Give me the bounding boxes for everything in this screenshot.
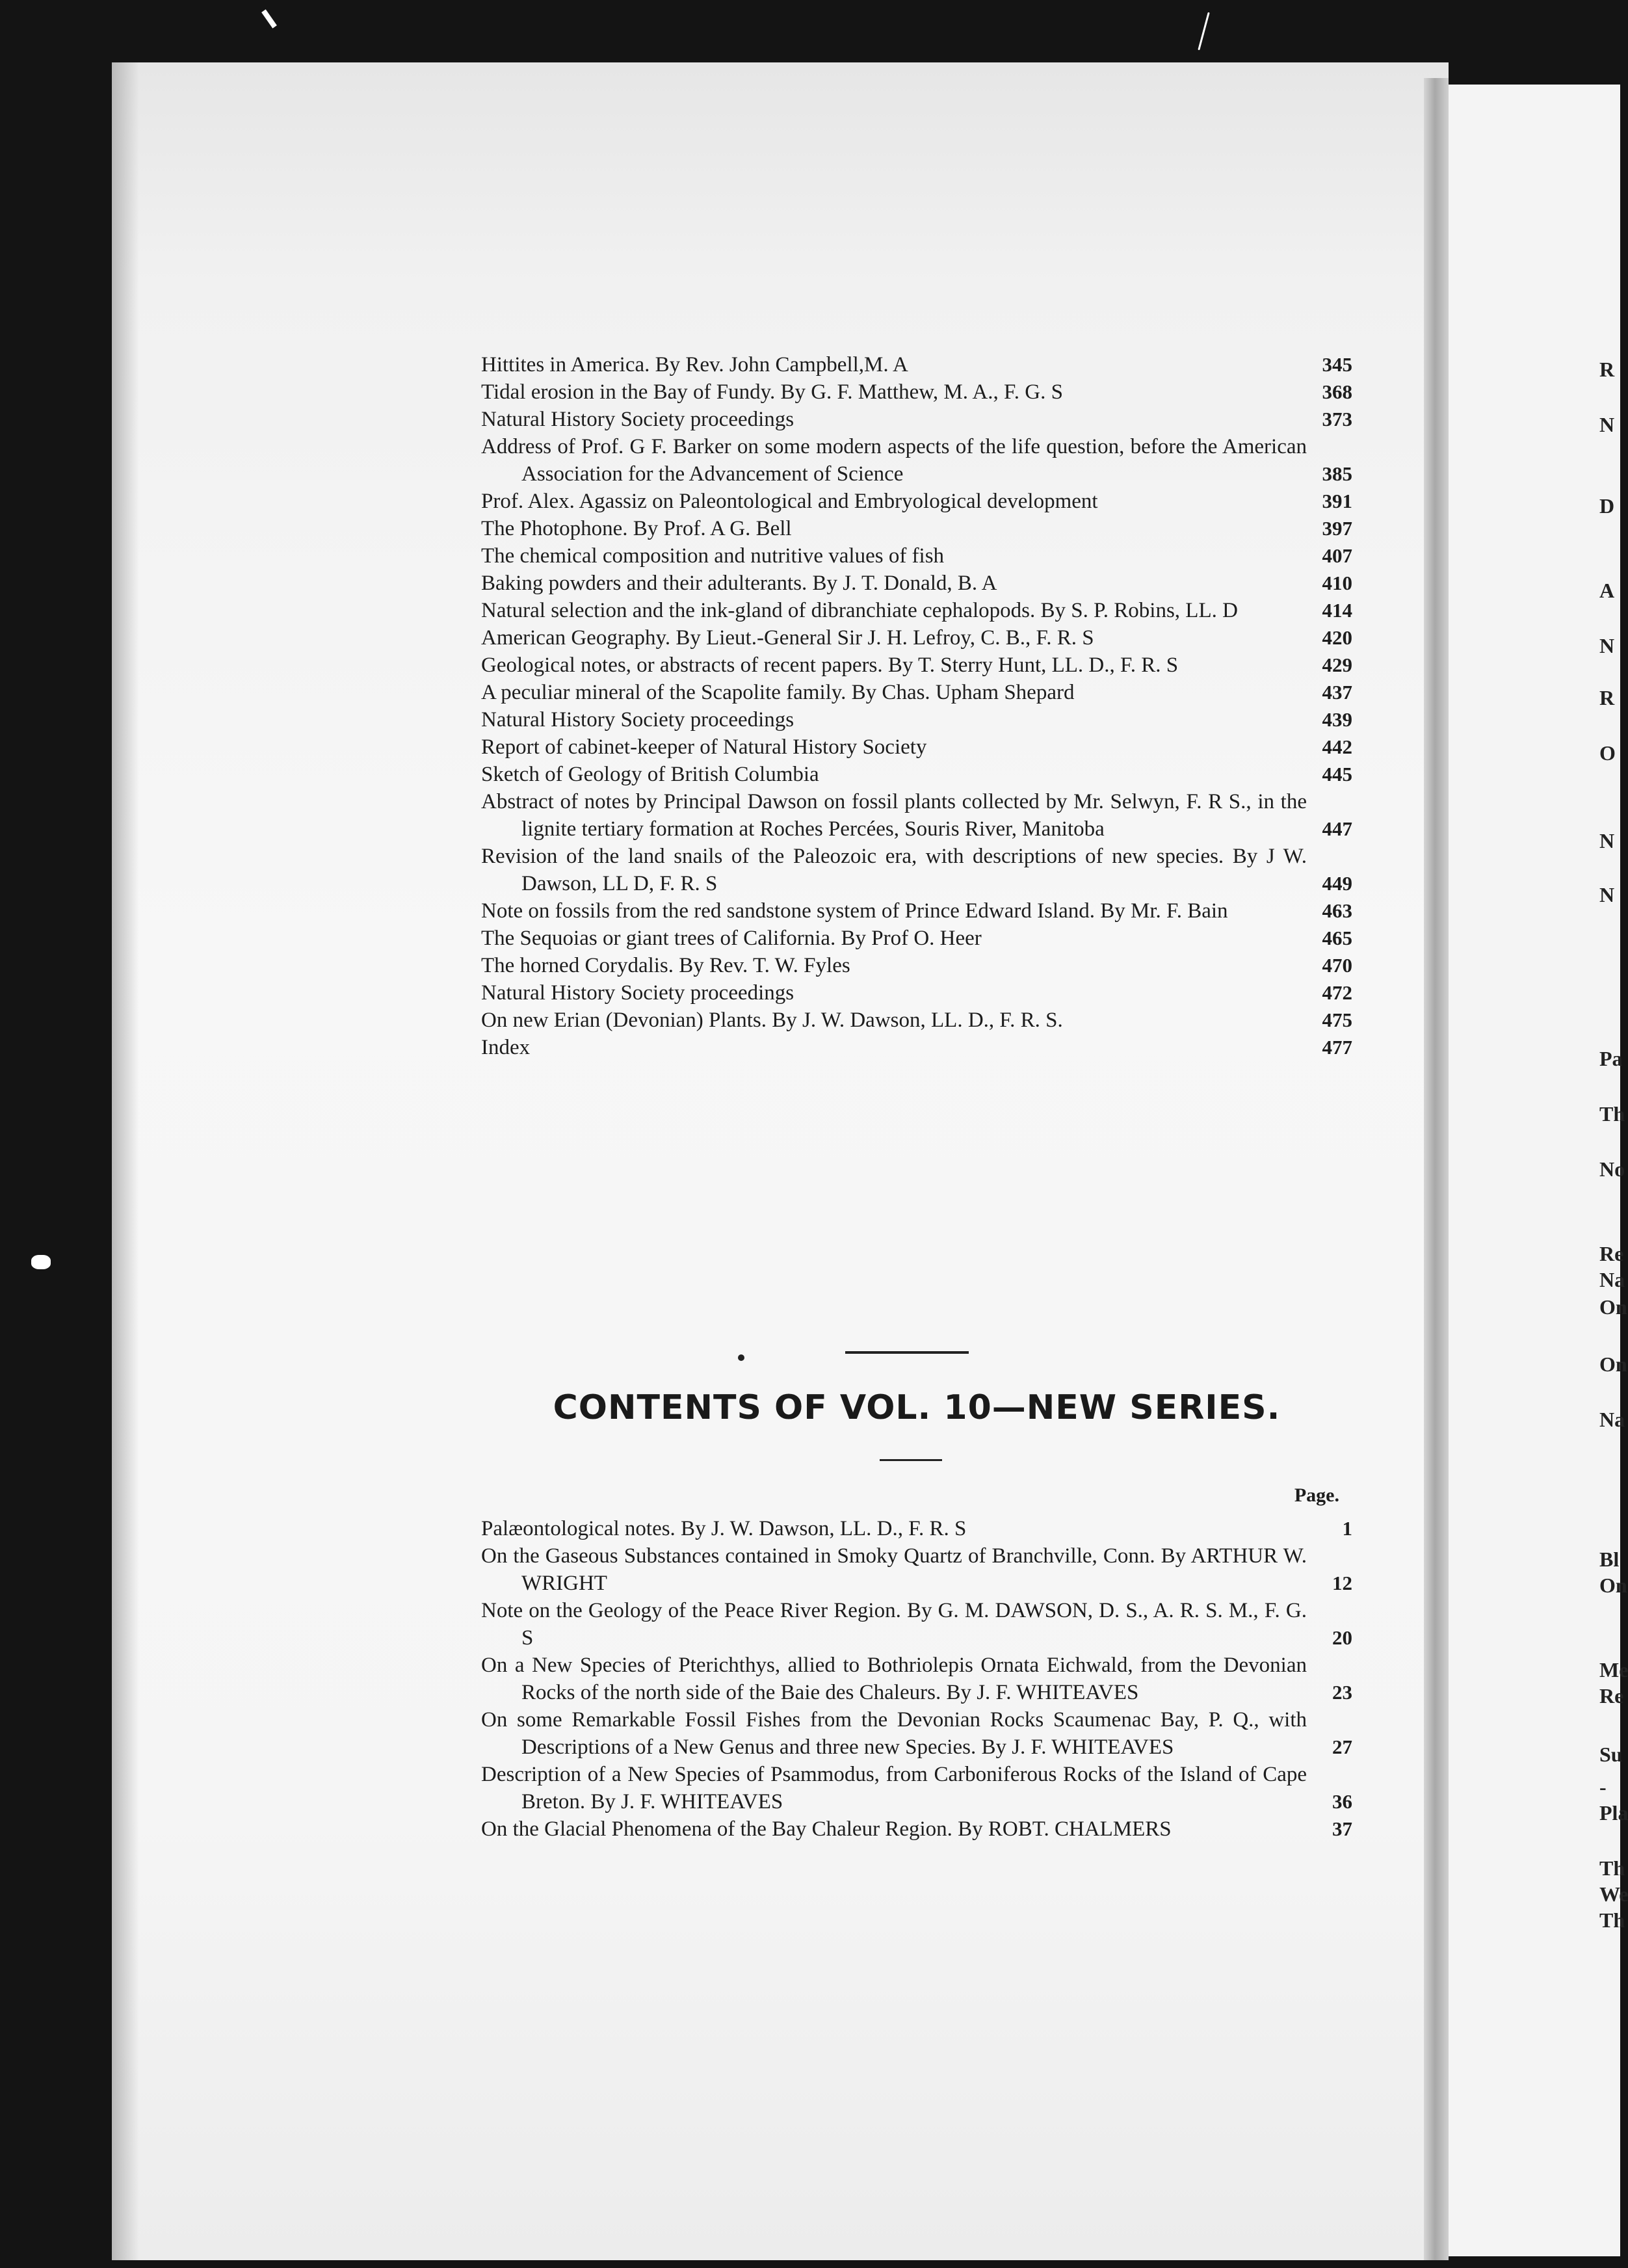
toc-entry-page: 27 bbox=[1332, 1735, 1352, 1758]
facing-letter: Na bbox=[1599, 1408, 1625, 1431]
toc-entry-title: Geological notes, or abstracts of recent papers. By T. Sterry Hunt, LL. D., F. R. S bbox=[481, 653, 1179, 677]
toc-entry-page: 1 bbox=[1342, 1517, 1352, 1540]
toc-entry-title: Revision of the land snails of the Paleozoic era, with descriptions of new species. By J W. Dawson, LL D, F. R. S bbox=[481, 845, 1307, 895]
toc-entry-page: 442 bbox=[1322, 735, 1352, 758]
toc-entry bbox=[481, 1542, 1352, 1597]
toc-entry-title: Natural History Society proceedings bbox=[481, 708, 794, 732]
toc-entry-page: 470 bbox=[1322, 954, 1352, 977]
toc-entry bbox=[481, 1652, 1352, 1706]
facing-letter: - bbox=[1599, 1775, 1607, 1799]
toc-entry-title: Palæontological notes. By J. W. Dawson, LL. D., F. R. S bbox=[481, 1517, 967, 1540]
toc-entry-page: 368 bbox=[1322, 380, 1352, 403]
toc-entry bbox=[481, 1706, 1352, 1761]
facing-letter: Na bbox=[1599, 1268, 1625, 1291]
toc-entry bbox=[481, 733, 1352, 761]
toc-entry-title: A peculiar mineral of the Scapolite family. By Chas. Upham Shepard bbox=[481, 681, 1075, 704]
toc-entry-title: Hittites in America. By Rev. John Campbell,M. A bbox=[481, 353, 908, 376]
facing-letter: On bbox=[1599, 1574, 1627, 1597]
facing-letter: R bbox=[1599, 358, 1615, 381]
scan-speck bbox=[1198, 12, 1209, 51]
scan-speck bbox=[31, 1255, 51, 1269]
toc-entry-page: 385 bbox=[1322, 462, 1352, 485]
facing-letter: Pla bbox=[1599, 1801, 1628, 1825]
toc-entry bbox=[481, 351, 1352, 378]
toc-entry-title: Description of a New Species of Psammodus, from Carboniferous Rocks of the Island of Cape Breton. By J. F. WHITEAVES bbox=[481, 1763, 1307, 1813]
toc-entry-page: 20 bbox=[1332, 1626, 1352, 1649]
toc-volume-10 bbox=[481, 1515, 1352, 1843]
toc-entry bbox=[481, 542, 1352, 570]
toc-entry-page: 475 bbox=[1322, 1009, 1352, 1031]
facing-letter: Th bbox=[1599, 1102, 1625, 1126]
toc-entry-title: Sketch of Geology of British Columbia bbox=[481, 763, 819, 786]
toc-entry-page: 437 bbox=[1322, 681, 1352, 704]
toc-entry-title: The Photophone. By Prof. A G. Bell bbox=[481, 517, 792, 540]
toc-entry-title: Natural selection and the ink-gland of dibranchiate cephalopods. By S. P. Robins, LL. D bbox=[481, 599, 1238, 622]
toc-entry-title: Natural History Society proceedings bbox=[481, 408, 794, 431]
ornament-dot bbox=[738, 1354, 744, 1361]
toc-entry bbox=[481, 378, 1352, 406]
toc-entry-page: 397 bbox=[1322, 517, 1352, 540]
toc-entry bbox=[481, 1815, 1352, 1843]
toc-entry bbox=[481, 897, 1352, 925]
facing-letter: No bbox=[1599, 1157, 1625, 1181]
toc-entry bbox=[481, 843, 1352, 897]
toc-entry-title: Address of Prof. G F. Barker on some modern aspects of the life question, before the American Association for the Advancement of Science bbox=[481, 435, 1307, 486]
page-gutter bbox=[1424, 78, 1449, 2260]
toc-entry-title: On some Remarkable Fossil Fishes from the Devonian Rocks Scaumenac Bay, P. Q., with Descriptions of a New Genus and three new Species. By J. F. WHITEAVES bbox=[481, 1708, 1307, 1759]
toc-entry-page: 414 bbox=[1322, 599, 1352, 622]
toc-entry-page: 447 bbox=[1322, 817, 1352, 840]
facing-letter: Re bbox=[1599, 1684, 1624, 1708]
toc-entry-page: 449 bbox=[1322, 872, 1352, 895]
facing-letter: O bbox=[1599, 741, 1616, 765]
toc-entry-title: Report of cabinet-keeper of Natural History Society bbox=[481, 735, 927, 759]
facing-letter: N bbox=[1599, 829, 1615, 852]
toc-entry-title: On the Gaseous Substances contained in Smoky Quartz of Branchville, Conn. By ARTHUR W. WRIGHT bbox=[481, 1544, 1307, 1595]
toc-entry-title: Abstract of notes by Principal Dawson on fossil plants collected by Mr. Selwyn, F. R S., in the lignite tertiary formation at Roches Percées, Souris River, Manitoba bbox=[481, 790, 1307, 841]
toc-entry-title: American Geography. By Lieut.-General Sir J. H. Lefroy, C. B., F. R. S bbox=[481, 626, 1094, 650]
toc-entry-title: The chemical composition and nutritive values of fish bbox=[481, 544, 945, 568]
toc-entry bbox=[481, 652, 1352, 679]
toc-entry bbox=[481, 979, 1352, 1007]
facing-letter: Th bbox=[1599, 1856, 1625, 1880]
toc-entry-page: 23 bbox=[1332, 1681, 1352, 1704]
toc-entry-page: 445 bbox=[1322, 763, 1352, 785]
volume-heading: CONTENTS OF VOL. 10—NEW SERIES. bbox=[553, 1388, 1281, 1427]
heading-underline bbox=[880, 1459, 942, 1461]
facing-letter: D bbox=[1599, 494, 1615, 518]
facing-letter: Me bbox=[1599, 1658, 1628, 1681]
toc-entry bbox=[481, 488, 1352, 515]
toc-entry bbox=[481, 433, 1352, 488]
scan-speck bbox=[261, 9, 277, 28]
facing-page-edge bbox=[1449, 85, 1628, 2256]
toc-entry-page: 12 bbox=[1332, 1572, 1352, 1594]
toc-entry bbox=[481, 1034, 1352, 1061]
toc-entry bbox=[481, 624, 1352, 652]
facing-letter: A bbox=[1599, 579, 1615, 602]
toc-entry bbox=[481, 515, 1352, 542]
toc-entry bbox=[481, 761, 1352, 788]
toc-entry-page: 472 bbox=[1322, 981, 1352, 1004]
toc-entry-title: The horned Corydalis. By Rev. T. W. Fyles bbox=[481, 954, 850, 977]
toc-entry-page: 439 bbox=[1322, 708, 1352, 731]
toc-entry bbox=[481, 706, 1352, 733]
toc-entry-title: On the Glacial Phenomena of the Bay Chaleur Region. By ROBT. CHALMERS bbox=[481, 1817, 1172, 1841]
toc-entry bbox=[481, 1761, 1352, 1815]
toc-entry-title: Note on the Geology of the Peace River Region. By G. M. DAWSON, D. S., A. R. S. M., F. G. S bbox=[481, 1599, 1307, 1650]
toc-entry-title: Tidal erosion in the Bay of Fundy. By G. F. Matthew, M. A., F. G. S bbox=[481, 380, 1063, 404]
section-divider bbox=[845, 1351, 969, 1354]
toc-entry-page: 465 bbox=[1322, 927, 1352, 949]
facing-letter: Th bbox=[1599, 1908, 1625, 1932]
toc-entry-title: Prof. Alex. Agassiz on Paleontological and Embryological development bbox=[481, 490, 1098, 513]
toc-entry bbox=[481, 1515, 1352, 1542]
toc-entry-page: 345 bbox=[1322, 353, 1352, 376]
facing-letter: We bbox=[1599, 1882, 1628, 1906]
toc-entry bbox=[481, 925, 1352, 952]
toc-entry bbox=[481, 788, 1352, 843]
facing-letter: Bl bbox=[1599, 1548, 1620, 1571]
toc-entry-title: The Sequoias or giant trees of California. By Prof O. Heer bbox=[481, 927, 982, 950]
facing-letter: On bbox=[1599, 1352, 1627, 1376]
toc-entry-title: On a New Species of Pterichthys, allied to Bothriolepis Ornata Eichwald, from the Devonian Rocks of the north side of the Baie des Chaleurs. By J. F. WHITEAVES bbox=[481, 1654, 1307, 1704]
toc-entry-title: Baking powders and their adulterants. By J. T. Donald, B. A bbox=[481, 572, 997, 595]
page-column-label: Page. bbox=[1294, 1484, 1339, 1506]
toc-previous-volume bbox=[481, 351, 1352, 1061]
toc-entry-page: 36 bbox=[1332, 1790, 1352, 1813]
toc-entry-title: Note on fossils from the red sandstone system of Prince Edward Island. By Mr. F. Bain bbox=[481, 899, 1228, 923]
toc-entry-page: 420 bbox=[1322, 626, 1352, 649]
facing-letter: Pa bbox=[1599, 1047, 1623, 1070]
facing-letter: R bbox=[1599, 686, 1615, 709]
facing-letter: Re bbox=[1599, 1242, 1624, 1265]
toc-entry-page: 477 bbox=[1322, 1036, 1352, 1059]
toc-entry bbox=[481, 406, 1352, 433]
toc-entry-title: Index bbox=[481, 1036, 531, 1059]
toc-entry-page: 391 bbox=[1322, 490, 1352, 512]
toc-entry bbox=[481, 597, 1352, 624]
facing-letter: Su bbox=[1599, 1743, 1623, 1766]
facing-letter: N bbox=[1599, 883, 1615, 906]
toc-entry bbox=[481, 952, 1352, 979]
facing-letter: N bbox=[1599, 413, 1615, 436]
toc-entry-title: Natural History Society proceedings bbox=[481, 981, 794, 1005]
toc-entry bbox=[481, 570, 1352, 597]
toc-entry bbox=[481, 679, 1352, 706]
toc-entry-page: 407 bbox=[1322, 544, 1352, 567]
toc-entry-page: 429 bbox=[1322, 653, 1352, 676]
toc-entry-page: 373 bbox=[1322, 408, 1352, 430]
facing-letter: On bbox=[1599, 1295, 1627, 1319]
toc-entry bbox=[481, 1597, 1352, 1652]
facing-letter: N bbox=[1599, 634, 1615, 657]
toc-entry bbox=[481, 1007, 1352, 1034]
toc-entry-page: 410 bbox=[1322, 572, 1352, 594]
toc-entry-title: On new Erian (Devonian) Plants. By J. W. Dawson, LL. D., F. R. S. bbox=[481, 1009, 1063, 1032]
toc-entry-page: 37 bbox=[1332, 1817, 1352, 1840]
toc-entry-page: 463 bbox=[1322, 899, 1352, 922]
